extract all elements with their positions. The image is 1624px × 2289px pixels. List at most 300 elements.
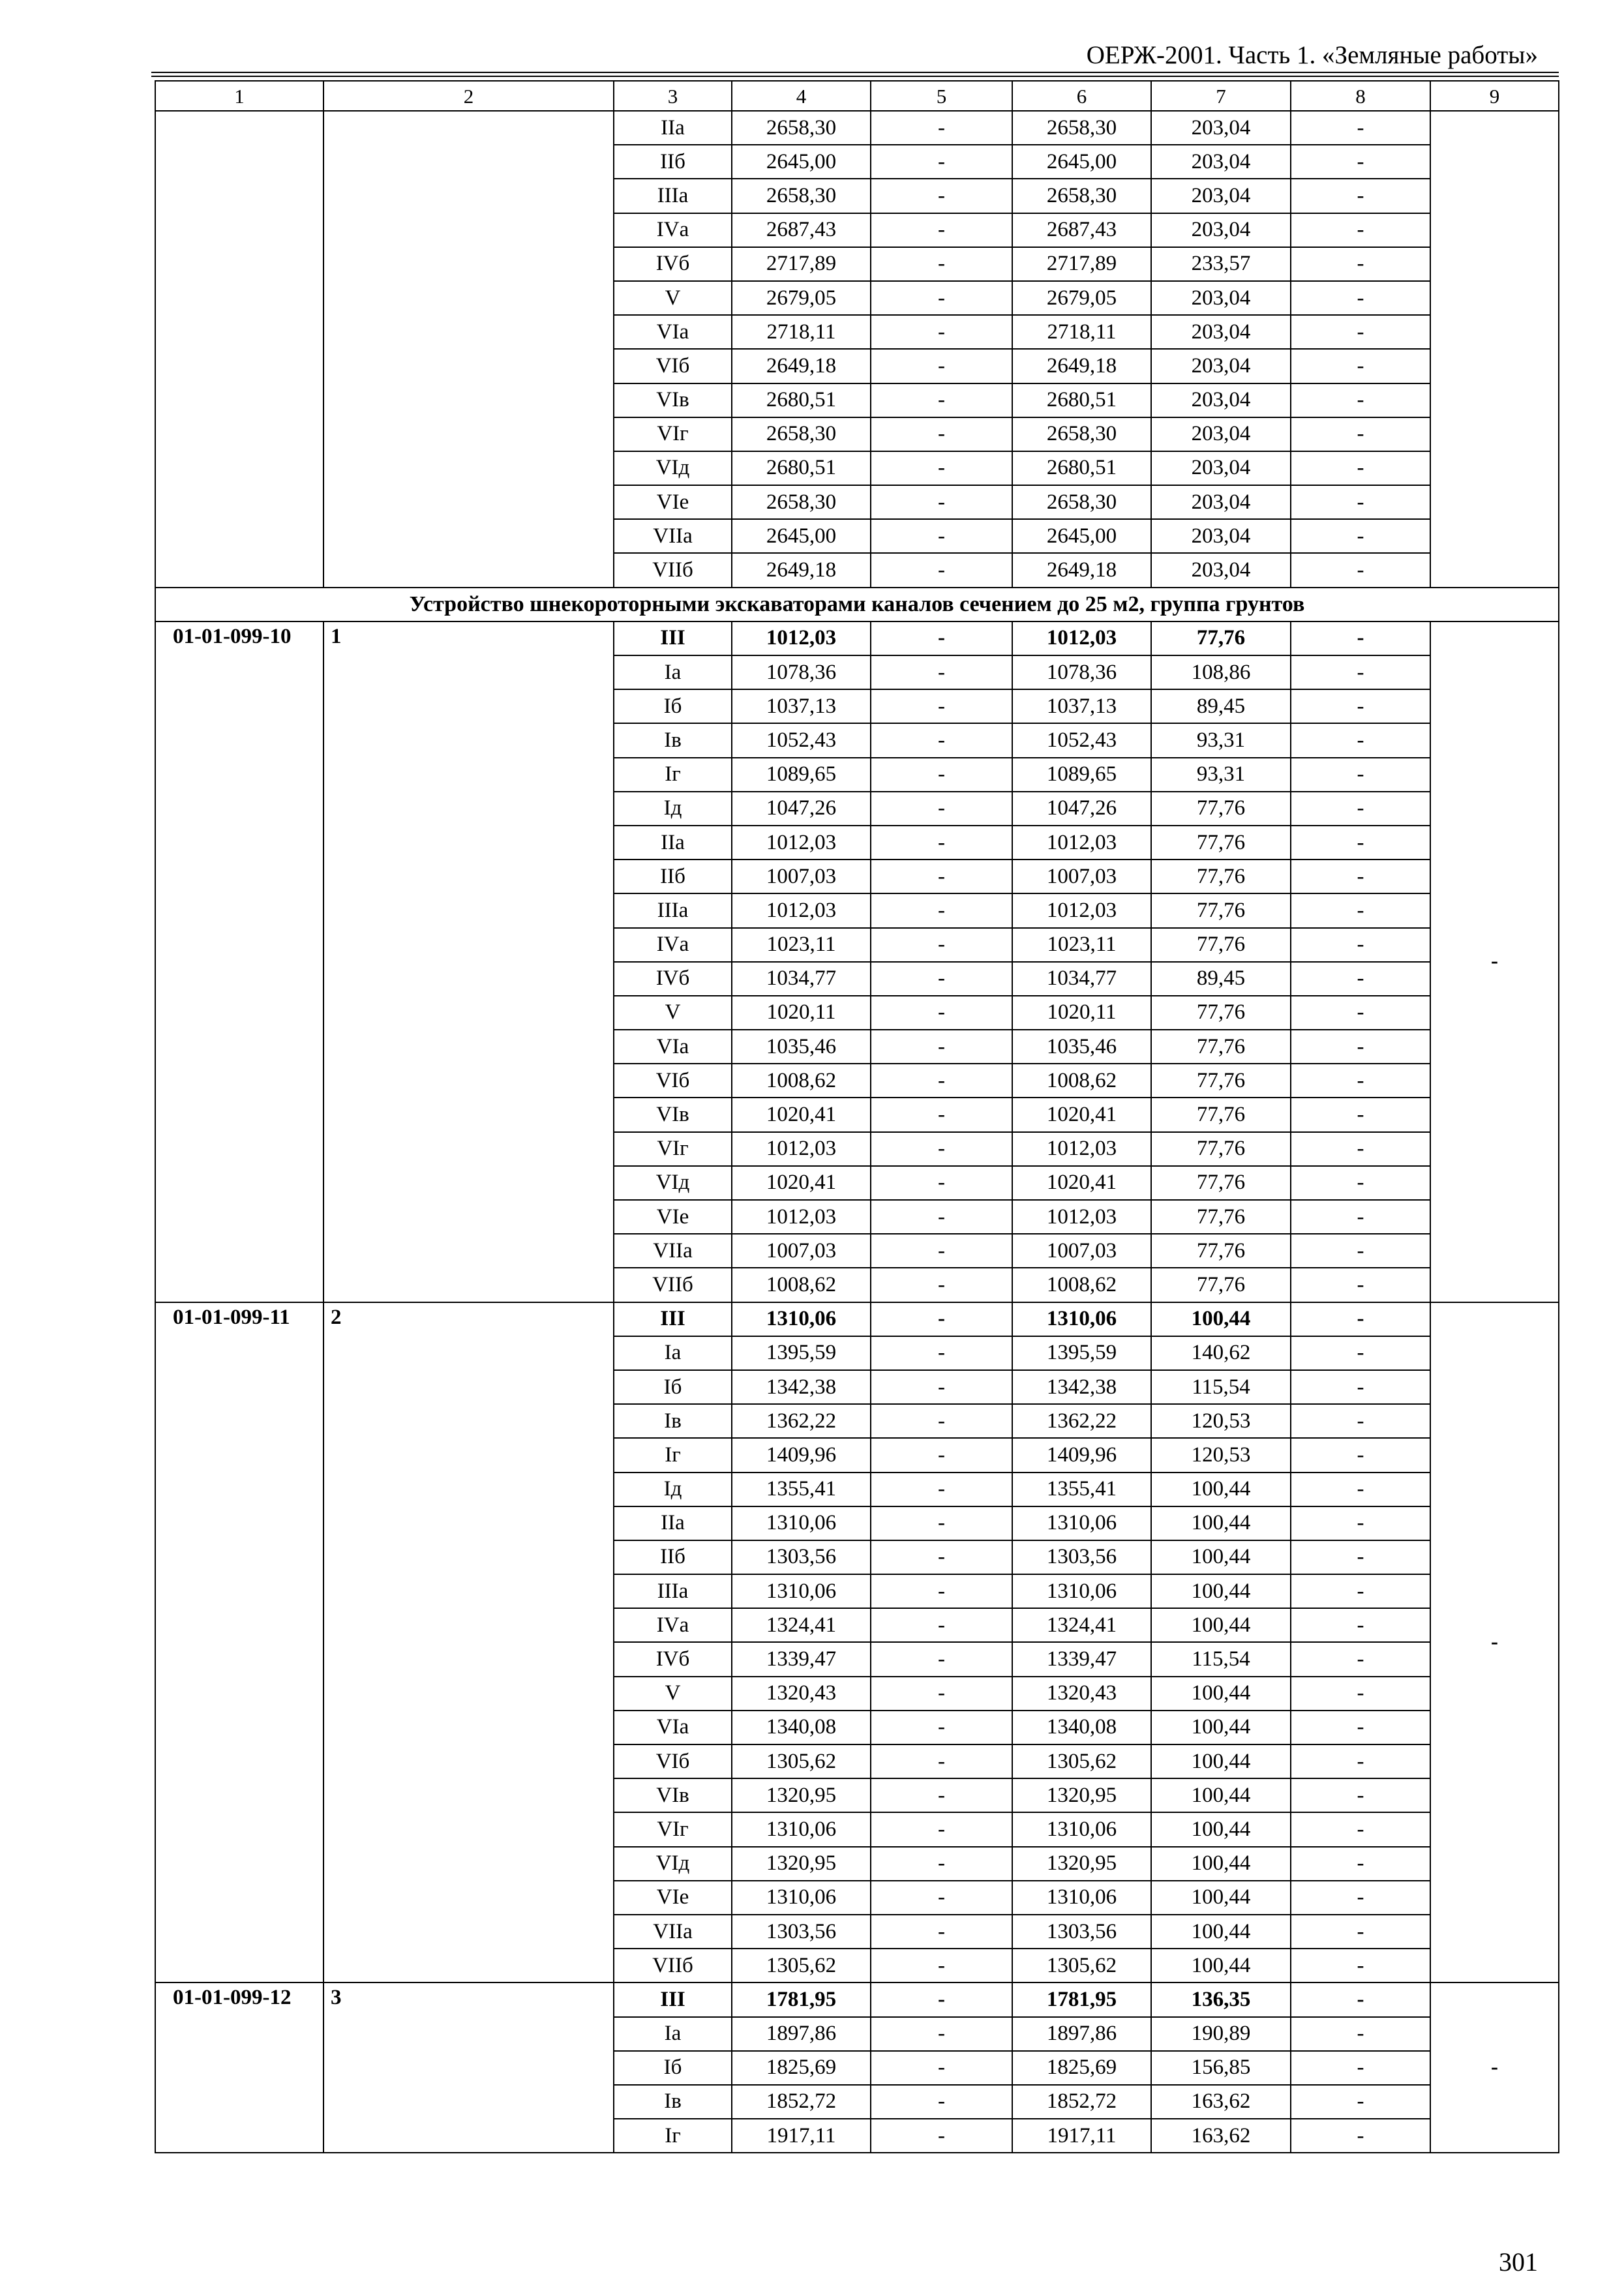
cell-soil-group: III	[614, 1982, 732, 2016]
cell-col4: 1037,13	[732, 689, 871, 723]
cell-col4: 2658,30	[732, 417, 871, 451]
cell-col5: -	[871, 247, 1012, 281]
cell-col7: 100,44	[1151, 1847, 1291, 1881]
cell-soil-group: Iа	[614, 1336, 732, 1370]
cell-col6: 2645,00	[1012, 519, 1151, 553]
cell-col5: -	[871, 1744, 1012, 1778]
cell-col4: 1303,56	[732, 1915, 871, 1949]
cell-col6: 1020,41	[1012, 1098, 1151, 1131]
cell-col7: 100,44	[1151, 1881, 1291, 1915]
cell-col6: 1342,38	[1012, 1370, 1151, 1404]
cell-col4: 1362,22	[732, 1404, 871, 1438]
cell-col6: 1007,03	[1012, 1234, 1151, 1268]
cell-col4: 1917,11	[732, 2119, 871, 2153]
cell-col7: 203,04	[1151, 281, 1291, 315]
cell-soil-group: III	[614, 621, 732, 655]
cell-col6: 1305,62	[1012, 1744, 1151, 1778]
cell-col8: -	[1291, 519, 1430, 553]
cell-col6: 2680,51	[1012, 383, 1151, 417]
cell-col6: 1409,96	[1012, 1438, 1151, 1472]
cell-col5: -	[871, 1711, 1012, 1744]
cell-col4: 1020,41	[732, 1166, 871, 1200]
cell-col4: 1310,06	[732, 1574, 871, 1608]
cell-col7: 120,53	[1151, 1404, 1291, 1438]
cell-soil-group: VIд	[614, 1847, 732, 1881]
cell-col8: -	[1291, 281, 1430, 315]
cell-col4: 2658,30	[732, 179, 871, 213]
cell-col6: 1825,69	[1012, 2051, 1151, 2085]
cell-col5: -	[871, 1642, 1012, 1676]
cell-col5: -	[871, 2017, 1012, 2051]
cell-col6: 1310,06	[1012, 1302, 1151, 1336]
cell-col7: 100,44	[1151, 1949, 1291, 1982]
cell-soil-group: IVа	[614, 213, 732, 247]
cell-soil-group: III	[614, 1302, 732, 1336]
cell-col4: 2645,00	[732, 519, 871, 553]
cell-col5: -	[871, 349, 1012, 383]
cell-col7: 203,04	[1151, 213, 1291, 247]
cell-col4: 1342,38	[732, 1370, 871, 1404]
cell-col8: -	[1291, 2119, 1430, 2153]
cell-col8: -	[1291, 826, 1430, 860]
cell-col5: -	[871, 826, 1012, 860]
cell-col6: 2680,51	[1012, 451, 1151, 485]
cell-name-empty	[323, 111, 614, 588]
cell-col6: 1310,06	[1012, 1881, 1151, 1915]
cell-col6: 1303,56	[1012, 1540, 1151, 1574]
table-row-main	[155, 1302, 1559, 1336]
cell-col8: -	[1291, 1404, 1430, 1438]
cell-col5: -	[871, 1506, 1012, 1540]
cell-col8: -	[1291, 315, 1430, 349]
cell-col8: -	[1291, 1847, 1430, 1881]
cell-col6: 1310,06	[1012, 1506, 1151, 1540]
cell-soil-group: IIб	[614, 1540, 732, 1574]
cell-soil-group: IVб	[614, 962, 732, 996]
cell-col4: 1089,65	[732, 758, 871, 792]
cell-col8: -	[1291, 1336, 1430, 1370]
cell-col5: -	[871, 893, 1012, 927]
cell-col7: 89,45	[1151, 689, 1291, 723]
cell-col6: 1355,41	[1012, 1473, 1151, 1506]
cell-col6: 1897,86	[1012, 2017, 1151, 2051]
cell-col8: -	[1291, 1132, 1430, 1166]
cell-soil-group: VIв	[614, 383, 732, 417]
cell-col8: -	[1291, 1268, 1430, 1302]
column-number: 6	[1012, 81, 1151, 111]
table-row	[155, 111, 1559, 145]
cell-col8: -	[1291, 723, 1430, 757]
page-number: 301	[1499, 2247, 1538, 2277]
cell-col5: -	[871, 1030, 1012, 1064]
cell-col8: -	[1291, 383, 1430, 417]
cell-col7: 100,44	[1151, 1574, 1291, 1608]
cell-soil-group: VIа	[614, 1030, 732, 1064]
cell-col8: -	[1291, 1064, 1430, 1098]
cell-col8: -	[1291, 1982, 1430, 2016]
cell-col8: -	[1291, 1677, 1430, 1711]
cell-col4: 2658,30	[732, 485, 871, 519]
cell-col9-empty	[1430, 111, 1559, 588]
cell-col7: 77,76	[1151, 1098, 1291, 1131]
cell-col8: -	[1291, 247, 1430, 281]
cell-col7: 77,76	[1151, 1064, 1291, 1098]
cell-col5: -	[871, 655, 1012, 689]
cell-col8: -	[1291, 451, 1430, 485]
cell-col6: 1305,62	[1012, 1949, 1151, 1982]
cell-col6: 2679,05	[1012, 281, 1151, 315]
cell-col4: 1012,03	[732, 893, 871, 927]
cell-soil-group: VIг	[614, 1132, 732, 1166]
cell-col6: 1320,43	[1012, 1677, 1151, 1711]
cell-soil-group: Iд	[614, 1473, 732, 1506]
cell-col5: -	[871, 996, 1012, 1030]
cell-col8: -	[1291, 1812, 1430, 1846]
cell-soil-group: VIIа	[614, 1234, 732, 1268]
cell-col4: 1339,47	[732, 1642, 871, 1676]
cell-col7: 77,76	[1151, 996, 1291, 1030]
cell-col8: -	[1291, 689, 1430, 723]
cell-col8: -	[1291, 1166, 1430, 1200]
cell-soil-group: IIIа	[614, 893, 732, 927]
cell-col8: -	[1291, 2085, 1430, 2119]
cell-soil-group: IIа	[614, 826, 732, 860]
cell-col4: 1008,62	[732, 1268, 871, 1302]
cell-col4: 2649,18	[732, 349, 871, 383]
cell-col5: -	[871, 213, 1012, 247]
column-number-row	[155, 81, 1559, 111]
cell-col5: -	[871, 1949, 1012, 1982]
cell-col7: 77,76	[1151, 1166, 1291, 1200]
cell-soil-group: V	[614, 1677, 732, 1711]
cell-col4: 1012,03	[732, 1200, 871, 1234]
cell-col4: 1020,41	[732, 1098, 871, 1131]
cell-col7: 89,45	[1151, 962, 1291, 996]
cell-col4: 1012,03	[732, 826, 871, 860]
rate-table	[155, 80, 1559, 2153]
cell-col5: -	[871, 1881, 1012, 1915]
cell-col8: -	[1291, 962, 1430, 996]
cell-col4: 1305,62	[732, 1949, 871, 1982]
cell-col6: 1037,13	[1012, 689, 1151, 723]
cell-col6: 1320,95	[1012, 1847, 1151, 1881]
cell-col5: -	[871, 553, 1012, 587]
cell-col5: -	[871, 1064, 1012, 1098]
cell-col6: 2658,30	[1012, 485, 1151, 519]
cell-col8: -	[1291, 1608, 1430, 1642]
cell-col8: -	[1291, 145, 1430, 179]
cell-col5: -	[871, 179, 1012, 213]
cell-col6: 2658,30	[1012, 417, 1151, 451]
header-rule-double	[151, 76, 1559, 77]
cell-col4: 1007,03	[732, 860, 871, 893]
cell-col5: -	[871, 2085, 1012, 2119]
cell-col8: -	[1291, 1030, 1430, 1064]
cell-col5: -	[871, 962, 1012, 996]
cell-col5: -	[871, 723, 1012, 757]
cell-rate-code: 01-01-099-12	[155, 1982, 323, 2153]
cell-soil-group: VIб	[614, 1744, 732, 1778]
column-number: 4	[732, 81, 871, 111]
cell-col5: -	[871, 111, 1012, 145]
cell-col8: -	[1291, 621, 1430, 655]
cell-soil-group: IIIа	[614, 1574, 732, 1608]
cell-col5: -	[871, 1132, 1012, 1166]
cell-soil-group: VIIб	[614, 1268, 732, 1302]
cell-soil-group: V	[614, 281, 732, 315]
cell-col6: 1034,77	[1012, 962, 1151, 996]
cell-col9: -	[1430, 621, 1559, 1302]
cell-col4: 2680,51	[732, 383, 871, 417]
cell-col4: 1409,96	[732, 1438, 871, 1472]
cell-col7: 203,04	[1151, 349, 1291, 383]
cell-col4: 1320,43	[732, 1677, 871, 1711]
cell-col4: 1320,95	[732, 1847, 871, 1881]
cell-col8: -	[1291, 1098, 1430, 1131]
cell-col4: 2680,51	[732, 451, 871, 485]
cell-col7: 77,76	[1151, 1132, 1291, 1166]
cell-col6: 1008,62	[1012, 1268, 1151, 1302]
column-number: 8	[1291, 81, 1430, 111]
cell-col9: -	[1430, 1302, 1559, 1983]
cell-col7: 77,76	[1151, 1234, 1291, 1268]
cell-soil-group: VIб	[614, 1064, 732, 1098]
cell-col6: 1020,41	[1012, 1166, 1151, 1200]
cell-col6: 2717,89	[1012, 247, 1151, 281]
cell-col7: 203,04	[1151, 451, 1291, 485]
cell-col5: -	[871, 485, 1012, 519]
cell-col8: -	[1291, 417, 1430, 451]
cell-col4: 1781,95	[732, 1982, 871, 2016]
cell-col8: -	[1291, 485, 1430, 519]
cell-col4: 1012,03	[732, 621, 871, 655]
cell-rate-name: 3	[323, 1982, 614, 2153]
cell-col8: -	[1291, 1915, 1430, 1949]
cell-col8: -	[1291, 1949, 1430, 1982]
cell-col8: -	[1291, 2017, 1430, 2051]
cell-soil-group: IIIа	[614, 179, 732, 213]
cell-col8: -	[1291, 1200, 1430, 1234]
cell-col7: 233,57	[1151, 247, 1291, 281]
cell-col5: -	[871, 1370, 1012, 1404]
cell-col7: 77,76	[1151, 893, 1291, 927]
cell-col4: 1020,11	[732, 996, 871, 1030]
cell-col7: 77,76	[1151, 826, 1291, 860]
cell-col7: 100,44	[1151, 1506, 1291, 1540]
cell-col7: 203,04	[1151, 145, 1291, 179]
cell-soil-group: Iв	[614, 1404, 732, 1438]
cell-col6: 1089,65	[1012, 758, 1151, 792]
cell-col4: 1897,86	[732, 2017, 871, 2051]
cell-soil-group: VIIб	[614, 553, 732, 587]
cell-col7: 100,44	[1151, 1744, 1291, 1778]
cell-col6: 2645,00	[1012, 145, 1151, 179]
cell-rate-code: 01-01-099-10	[155, 621, 323, 1302]
cell-col6: 1047,26	[1012, 792, 1151, 826]
cell-col6: 1310,06	[1012, 1812, 1151, 1846]
cell-soil-group: Iг	[614, 2119, 732, 2153]
cell-col4: 2718,11	[732, 315, 871, 349]
cell-col7: 163,62	[1151, 2119, 1291, 2153]
cell-col4: 2717,89	[732, 247, 871, 281]
cell-soil-group: IIб	[614, 145, 732, 179]
cell-col8: -	[1291, 893, 1430, 927]
cell-col8: -	[1291, 213, 1430, 247]
cell-col4: 1340,08	[732, 1711, 871, 1744]
cell-col6: 2658,30	[1012, 111, 1151, 145]
cell-col5: -	[871, 689, 1012, 723]
cell-col4: 1324,41	[732, 1608, 871, 1642]
cell-col6: 1340,08	[1012, 1711, 1151, 1744]
cell-col4: 1310,06	[732, 1506, 871, 1540]
cell-col7: 100,44	[1151, 1608, 1291, 1642]
cell-col6: 2649,18	[1012, 349, 1151, 383]
cell-col8: -	[1291, 1711, 1430, 1744]
cell-col7: 77,76	[1151, 1200, 1291, 1234]
cell-col5: -	[871, 1608, 1012, 1642]
cell-col5: -	[871, 451, 1012, 485]
cell-soil-group: VIг	[614, 417, 732, 451]
cell-col5: -	[871, 1677, 1012, 1711]
cell-col8: -	[1291, 349, 1430, 383]
cell-soil-group: VIв	[614, 1778, 732, 1812]
cell-soil-group: Iа	[614, 655, 732, 689]
cell-soil-group: IVб	[614, 1642, 732, 1676]
cell-col6: 1020,11	[1012, 996, 1151, 1030]
cell-col7: 115,54	[1151, 1642, 1291, 1676]
cell-col6: 1023,11	[1012, 928, 1151, 962]
cell-code-empty	[155, 111, 323, 588]
cell-col5: -	[871, 860, 1012, 893]
cell-col8: -	[1291, 1370, 1430, 1404]
cell-col7: 77,76	[1151, 1030, 1291, 1064]
page-header-title: ОЕРЖ-2001. Часть 1. «Земляные работы»	[1086, 41, 1538, 69]
cell-col7: 203,04	[1151, 519, 1291, 553]
cell-col6: 1362,22	[1012, 1404, 1151, 1438]
cell-col6: 1012,03	[1012, 1132, 1151, 1166]
cell-col6: 1035,46	[1012, 1030, 1151, 1064]
cell-soil-group: Iб	[614, 2051, 732, 2085]
column-number: 3	[614, 81, 732, 111]
cell-col8: -	[1291, 179, 1430, 213]
cell-col8: -	[1291, 860, 1430, 893]
cell-col7: 163,62	[1151, 2085, 1291, 2119]
cell-col5: -	[871, 1438, 1012, 1472]
cell-col6: 2718,11	[1012, 315, 1151, 349]
cell-soil-group: VIIб	[614, 1949, 732, 1982]
cell-col4: 2645,00	[732, 145, 871, 179]
cell-col6: 1324,41	[1012, 1608, 1151, 1642]
cell-soil-group: Iб	[614, 1370, 732, 1404]
cell-soil-group: V	[614, 996, 732, 1030]
table-row-main	[155, 621, 1559, 655]
cell-col6: 2649,18	[1012, 553, 1151, 587]
cell-col8: -	[1291, 1302, 1430, 1336]
cell-col4: 1035,46	[732, 1030, 871, 1064]
cell-col7: 93,31	[1151, 758, 1291, 792]
cell-col7: 120,53	[1151, 1438, 1291, 1472]
cell-col6: 1852,72	[1012, 2085, 1151, 2119]
cell-col4: 2687,43	[732, 213, 871, 247]
cell-col7: 156,85	[1151, 2051, 1291, 2085]
cell-col6: 1781,95	[1012, 1982, 1151, 2016]
cell-col7: 77,76	[1151, 792, 1291, 826]
cell-col7: 203,04	[1151, 553, 1291, 587]
cell-rate-code: 01-01-099-11	[155, 1302, 323, 1983]
cell-col4: 2679,05	[732, 281, 871, 315]
cell-col5: -	[871, 1098, 1012, 1131]
cell-col4: 1047,26	[732, 792, 871, 826]
cell-col5: -	[871, 383, 1012, 417]
cell-col4: 1008,62	[732, 1064, 871, 1098]
cell-col6: 1917,11	[1012, 2119, 1151, 2153]
cell-col8: -	[1291, 758, 1430, 792]
cell-soil-group: VIв	[614, 1098, 732, 1131]
cell-soil-group: VIе	[614, 1881, 732, 1915]
cell-col6: 1012,03	[1012, 1200, 1151, 1234]
cell-col6: 1320,95	[1012, 1778, 1151, 1812]
cell-col5: -	[871, 1268, 1012, 1302]
cell-col4: 1310,06	[732, 1881, 871, 1915]
cell-col4: 1355,41	[732, 1473, 871, 1506]
cell-col8: -	[1291, 1778, 1430, 1812]
cell-col5: -	[871, 1847, 1012, 1881]
cell-col7: 100,44	[1151, 1915, 1291, 1949]
cell-soil-group: Iд	[614, 792, 732, 826]
cell-col5: -	[871, 2119, 1012, 2153]
cell-col5: -	[871, 758, 1012, 792]
cell-col7: 100,44	[1151, 1711, 1291, 1744]
header-rule	[151, 72, 1559, 73]
cell-col7: 100,44	[1151, 1302, 1291, 1336]
cell-soil-group: Iг	[614, 758, 732, 792]
cell-col5: -	[871, 1234, 1012, 1268]
cell-col8: -	[1291, 792, 1430, 826]
cell-soil-group: VIд	[614, 1166, 732, 1200]
cell-col7: 77,76	[1151, 1268, 1291, 1302]
cell-col7: 100,44	[1151, 1473, 1291, 1506]
cell-col7: 100,44	[1151, 1812, 1291, 1846]
cell-col8: -	[1291, 1642, 1430, 1676]
cell-col7: 203,04	[1151, 485, 1291, 519]
cell-col6: 1310,06	[1012, 1574, 1151, 1608]
cell-col4: 1078,36	[732, 655, 871, 689]
cell-col7: 100,44	[1151, 1677, 1291, 1711]
cell-col9: -	[1430, 1982, 1559, 2153]
section-title-row	[155, 588, 1559, 621]
cell-soil-group: IVа	[614, 1608, 732, 1642]
cell-soil-group: VIIа	[614, 519, 732, 553]
cell-col7: 203,04	[1151, 111, 1291, 145]
cell-col7: 203,04	[1151, 315, 1291, 349]
table-row-main	[155, 1982, 1559, 2016]
cell-col4: 2649,18	[732, 553, 871, 587]
column-number: 7	[1151, 81, 1291, 111]
cell-col8: -	[1291, 655, 1430, 689]
column-number: 1	[155, 81, 323, 111]
cell-soil-group: Iа	[614, 2017, 732, 2051]
cell-col7: 203,04	[1151, 417, 1291, 451]
cell-soil-group: VIе	[614, 485, 732, 519]
cell-col8: -	[1291, 1540, 1430, 1574]
cell-col5: -	[871, 1778, 1012, 1812]
cell-col5: -	[871, 792, 1012, 826]
cell-col7: 100,44	[1151, 1778, 1291, 1812]
cell-col7: 203,04	[1151, 179, 1291, 213]
cell-col8: -	[1291, 1234, 1430, 1268]
cell-col7: 140,62	[1151, 1336, 1291, 1370]
cell-col5: -	[871, 1166, 1012, 1200]
